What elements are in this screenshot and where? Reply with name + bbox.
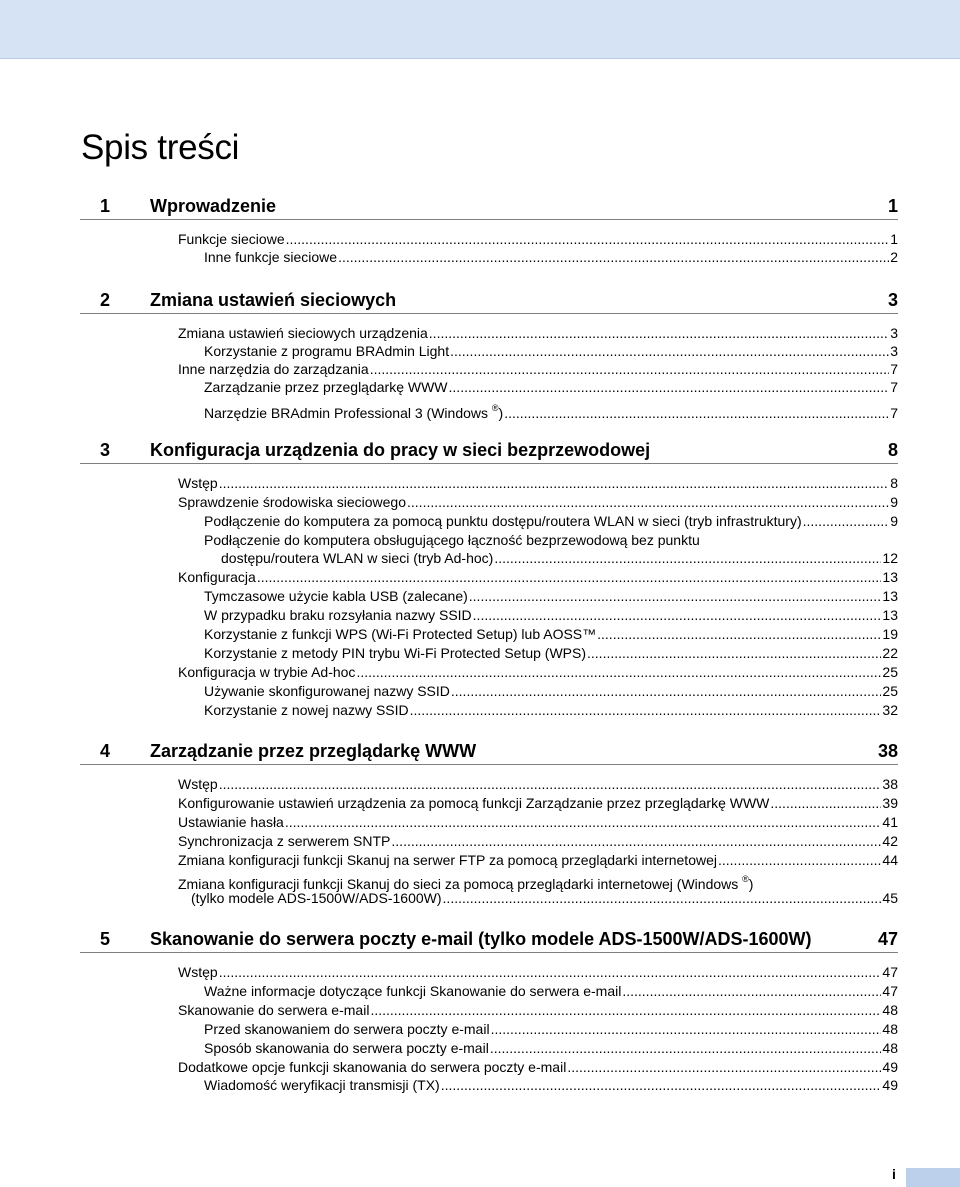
leader-dots [407, 493, 889, 511]
leader-dots [441, 1076, 882, 1094]
leader-dots [370, 1001, 881, 1019]
toc-entry[interactable] [204, 1020, 898, 1038]
footer-tab [906, 1168, 960, 1187]
entry-page: 39 [882, 795, 898, 811]
registered-mark: ® [491, 403, 499, 413]
toc-chapter-5[interactable] [80, 928, 898, 950]
entry-page: 3 [890, 325, 898, 341]
leader-dots [449, 378, 890, 396]
chapter-title: Skanowanie do serwera poczty e-mail (tylko modele ADS-1500W/ADS-1600W) [150, 928, 812, 949]
entry-label: Wiadomość weryfikacji transmisji (TX) [204, 1077, 440, 1093]
chapter-number: 1 [100, 195, 111, 216]
entry-page: 13 [882, 588, 898, 604]
toc-entry[interactable] [178, 851, 898, 869]
toc-entry[interactable] [178, 832, 898, 850]
entry-label: Używanie skonfigurowanej nazwy SSID [204, 683, 450, 699]
chapter-number: 3 [100, 439, 111, 460]
chapter-page: 1 [887, 195, 898, 216]
leader-dots [622, 982, 881, 1000]
entry-page: 9 [890, 494, 898, 510]
entry-page: 48 [882, 1021, 898, 1037]
entry-page: 48 [882, 1002, 898, 1018]
entry-label: Konfiguracja [178, 569, 256, 585]
entry-label: Sprawdzenie środowiska sieciowego [178, 494, 407, 510]
leader-dots [391, 832, 881, 850]
toc-entry[interactable] [178, 474, 898, 492]
entry-label: Wstęp [178, 964, 218, 980]
entry-page: 49 [882, 1059, 898, 1075]
entry-page: 9 [890, 513, 898, 529]
entry-page: 38 [882, 776, 898, 792]
entry-label: dostępu/routera WLAN w sieci (tryb Ad-hoc) [221, 550, 494, 566]
entry-page: 48 [882, 1040, 898, 1056]
entry-label: Przed skanowaniem do serwera poczty e-mail [204, 1021, 490, 1037]
chapter-number: 5 [100, 928, 111, 949]
chapter-page: 38 [877, 740, 898, 761]
chapter-title: Zmiana ustawień sieciowych [150, 289, 397, 310]
toc-entry[interactable] [204, 1039, 898, 1057]
entry-label: Podłączenie do komputera za pomocą punktu dostępu/routera WLAN w sieci (tryb infrastruktury) [204, 513, 802, 529]
entry-label-line1: Podłączenie do komputera obsługującego łączność bezprzewodową bez punktu [204, 532, 700, 548]
chapter-number: 2 [100, 289, 111, 310]
entry-label: Wstęp [178, 475, 218, 491]
toc-entry[interactable] [204, 512, 898, 530]
toc-entry[interactable] [178, 230, 898, 248]
toc-entry[interactable] [221, 549, 898, 567]
toc-entry[interactable] [178, 493, 898, 511]
leader-dots [370, 360, 890, 378]
chapter-rule [80, 463, 898, 464]
entry-page: 25 [882, 664, 898, 680]
entry-page: 41 [882, 814, 898, 830]
leader-dots [718, 851, 881, 869]
entry-page: 19 [882, 626, 898, 642]
leader-dots [356, 663, 881, 681]
entry-page: 45 [882, 890, 898, 906]
toc-entry[interactable] [178, 794, 898, 812]
entry-label: Synchronizacja z serwerem SNTP [178, 833, 391, 849]
leader-dots [473, 606, 882, 624]
leader-dots [219, 963, 882, 981]
entry-label: Korzystanie z programu BRAdmin Light [204, 343, 450, 359]
entry-label: Zmiana ustawień sieciowych urządzenia [178, 325, 428, 341]
chapter-rule [80, 952, 898, 953]
entry-label: Konfigurowanie ustawień urządzenia za pomocą funkcji Zarządzanie przez przeglądarkę WWW [178, 795, 770, 811]
chapter-title: Konfiguracja urządzenia do pracy w sieci bezprzewodowej [150, 439, 651, 460]
toc-chapter-1[interactable] [80, 195, 898, 217]
entry-label: Inne narzędzia do zarządzania [178, 361, 369, 377]
toc-entry[interactable] [204, 982, 898, 1000]
entry-page: 7 [890, 361, 898, 377]
leader-dots [219, 775, 882, 793]
entry-label: Zmiana konfiguracji funkcji Skanuj na serwer FTP za pomocą przeglądarki internetowej [178, 852, 717, 868]
toc-entry[interactable] [204, 1076, 898, 1094]
entry-page: 32 [882, 702, 898, 718]
leader-dots [469, 587, 882, 605]
entry-page: 13 [882, 607, 898, 623]
entry-label: Konfiguracja w trybie Ad-hoc [178, 664, 356, 680]
toc-chapter-2[interactable] [80, 289, 898, 311]
entry-label: Zarządzanie przez przeglądarkę WWW [204, 379, 448, 395]
chapter-page: 3 [887, 289, 898, 310]
entry-label: Funkcje sieciowe [178, 231, 285, 247]
toc-entry[interactable] [191, 889, 898, 907]
entry-label: Wstęp [178, 776, 218, 792]
entry-page: 42 [882, 833, 898, 849]
toc-entry[interactable] [204, 248, 898, 266]
entry-page: 12 [882, 550, 898, 566]
leader-dots [451, 682, 882, 700]
entry-page: 7 [890, 405, 898, 421]
entry-page: 2 [890, 249, 898, 265]
leader-dots [587, 644, 881, 662]
entry-label: Ustawianie hasła [178, 814, 284, 830]
chapter-title: Zarządzanie przez przeglądarkę WWW [150, 740, 477, 761]
leader-dots [443, 889, 882, 907]
leader-dots [567, 1058, 881, 1076]
leader-dots [410, 701, 882, 719]
leader-dots [450, 342, 889, 360]
toc-entry[interactable] [204, 606, 898, 624]
entry-label: Narzędzie BRAdmin Professional 3 (Windows ®) [204, 403, 504, 421]
chapter-number: 4 [100, 740, 111, 761]
entry-page: 49 [882, 1077, 898, 1093]
leader-dots [803, 512, 890, 530]
entry-page: 8 [890, 475, 898, 491]
toc-entry[interactable] [204, 399, 898, 421]
toc-chapter-3[interactable] [80, 439, 898, 461]
entry-label: Inne funkcje sieciowe [204, 249, 338, 265]
leader-dots [597, 625, 881, 643]
entry-label: Skanowanie do serwera e-mail [178, 1002, 370, 1018]
entry-page: 47 [882, 964, 898, 980]
toc-entry[interactable] [178, 663, 898, 681]
leader-dots [429, 324, 889, 342]
entry-page: 1 [890, 231, 898, 247]
toc-entry[interactable] [178, 813, 898, 831]
entry-label: Korzystanie z metody PIN trybu Wi-Fi Protected Setup (WPS) [204, 645, 587, 661]
entry-label: Korzystanie z funkcji WPS (Wi-Fi Protected Setup) lub AOSS™ [204, 626, 597, 642]
leader-dots [494, 549, 881, 567]
entry-label: Ważne informacje dotyczące funkcji Skanowanie do serwera e-mail [204, 983, 622, 999]
entry-page: 7 [890, 379, 898, 395]
footer-page-number: i [892, 1166, 896, 1182]
entry-label: Sposób skanowania do serwera poczty e-mail [204, 1040, 489, 1056]
entry-label: Tymczasowe użycie kabla USB (zalecane) [204, 588, 468, 604]
chapter-rule [80, 313, 898, 314]
leader-dots [504, 404, 889, 422]
leader-dots [257, 568, 882, 586]
entry-label: W przypadku braku rozsyłania nazwy SSID [204, 607, 472, 623]
toc-entry[interactable] [204, 644, 898, 662]
toc-entry[interactable] [178, 324, 898, 342]
header-band [0, 0, 960, 59]
entry-label: (tylko modele ADS-1500W/ADS-1600W) [191, 890, 442, 906]
entry-page: 47 [882, 983, 898, 999]
toc-entry[interactable] [178, 568, 898, 586]
entry-label-line1: Zmiana konfiguracji funkcji Skanuj do sieci za pomocą przeglądarki internetowej (Windows ®) [178, 874, 754, 892]
chapter-rule [80, 764, 898, 765]
toc-entry[interactable] [204, 378, 898, 396]
chapter-page: 8 [887, 439, 898, 460]
leader-dots [286, 230, 890, 248]
toc-entry[interactable] [204, 342, 898, 360]
toc-entry[interactable] [204, 625, 898, 643]
entry-label: Korzystanie z nowej nazwy SSID [204, 702, 409, 718]
leader-dots [491, 1020, 882, 1038]
leader-dots [219, 474, 890, 492]
toc-chapter-4[interactable] [80, 740, 898, 762]
toc-entry[interactable] [178, 1001, 898, 1019]
leader-dots [285, 813, 882, 831]
leader-dots [490, 1039, 882, 1057]
toc-entry[interactable] [204, 701, 898, 719]
entry-label: Dodatkowe opcje funkcji skanowania do serwera poczty e-mail [178, 1059, 567, 1075]
leader-dots [338, 248, 889, 266]
toc-entry[interactable] [178, 1058, 898, 1076]
toc-entry[interactable] [204, 587, 898, 605]
entry-page: 25 [882, 683, 898, 699]
toc-entry[interactable] [178, 775, 898, 793]
toc-entry[interactable] [178, 963, 898, 981]
chapter-title: Wprowadzenie [150, 195, 277, 216]
leader-dots [770, 794, 881, 812]
page-title: Spis treści [81, 128, 240, 167]
entry-page: 44 [882, 852, 898, 868]
registered-mark: ® [742, 874, 749, 884]
toc-entry[interactable] [204, 682, 898, 700]
toc-entry[interactable] [178, 360, 898, 378]
entry-page: 3 [890, 343, 898, 359]
chapter-page: 47 [877, 928, 898, 949]
entry-page: 22 [882, 645, 898, 661]
chapter-rule [80, 219, 898, 220]
entry-page: 13 [882, 569, 898, 585]
